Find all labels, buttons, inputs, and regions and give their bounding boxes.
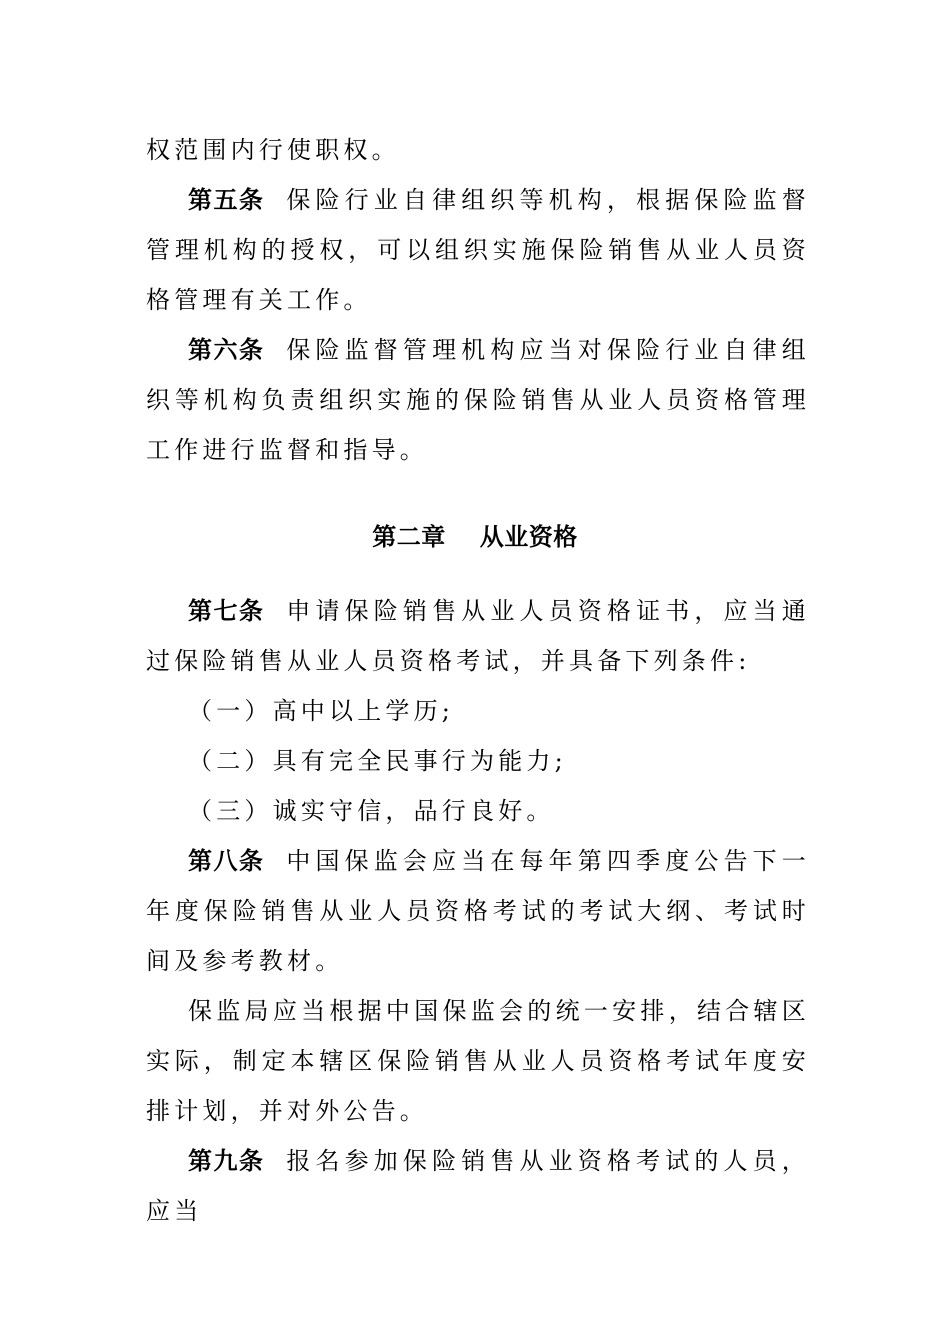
article-9-text: 报名参加保险销售从业资格考试的人员，应当: [146, 1147, 810, 1225]
article-7-item-2: （二）具有完全民事行为能力;: [188, 747, 567, 775]
article-7-text: 申请保险销售从业人员资格证书，应当通过保险销售从业人员资格考试，并具备下列条件:: [146, 597, 810, 675]
body-lower: [146, 586, 810, 1236]
article-8-label: 第八条: [188, 847, 265, 875]
body-upper: [146, 125, 810, 475]
chapter-heading: [0, 512, 950, 562]
article-7-item-1: （一）高中以上学历;: [188, 697, 455, 725]
article-7: [146, 586, 810, 686]
article-8: [146, 836, 810, 986]
article-6: [146, 325, 810, 475]
article-8-paragraph-2: 保监局应当根据中国保监会的统一安排，结合辖区实际，制定本辖区保险销售从业人员资格考试年度安排计划，并对外公告。: [146, 997, 810, 1125]
article-6-label: 第六条: [188, 336, 265, 364]
article-8-text: 中国保监会应当在每年第四季度公告下一年度保险销售从业人员资格考试的考试大纲、考试时间及参考教材。: [146, 847, 810, 975]
article-5: [146, 175, 810, 325]
chapter-title: 从业资格: [479, 523, 578, 551]
article-9: [146, 1136, 810, 1236]
continuation-paragraph: 权范围内行使职权。: [146, 136, 400, 164]
chapter-number: 第二章: [372, 523, 446, 551]
article-5-text: 保险行业自律组织等机构，根据保险监督管理机构的授权，可以组织实施保险销售从业人员资格管理有关工作。: [146, 186, 810, 314]
article-6-text: 保险监督管理机构应当对保险行业自律组织等机构负责组织实施的保险销售从业人员资格管理工作进行监督和指导。: [146, 336, 810, 464]
article-7-item-3: （三）诚实守信，品行良好。: [188, 797, 555, 825]
article-5-label: 第五条: [188, 186, 265, 214]
article-9-label: 第九条: [188, 1147, 265, 1175]
article-7-label: 第七条: [188, 597, 265, 625]
